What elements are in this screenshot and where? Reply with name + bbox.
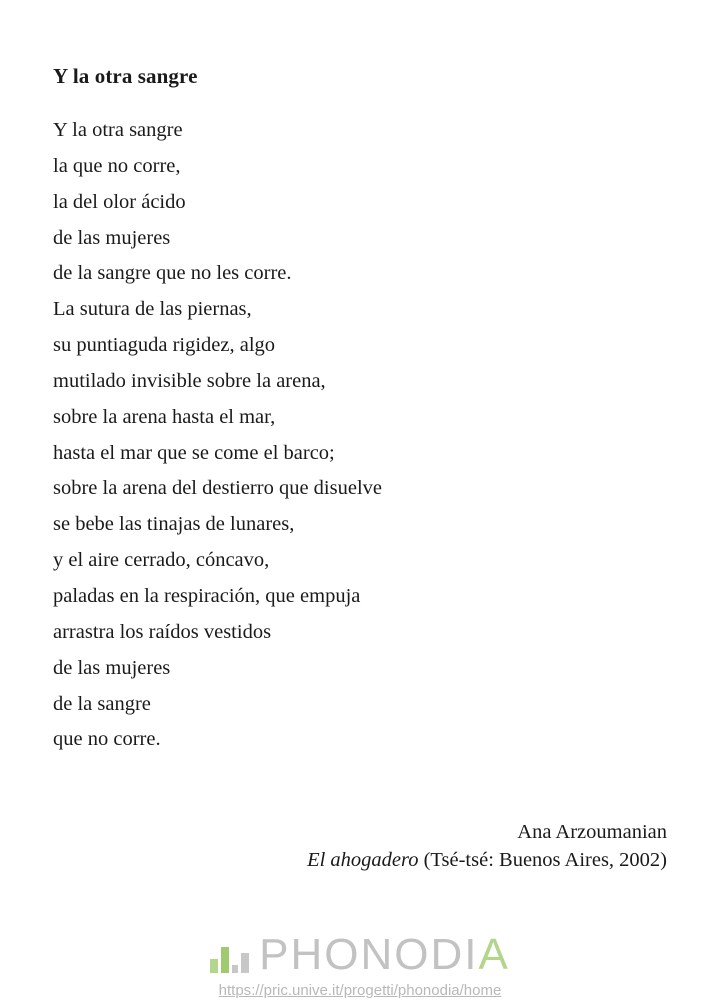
poem-line: de la sangre (53, 692, 151, 715)
phonodia-logo (0, 930, 720, 980)
logo-text-accent: A (478, 930, 510, 979)
bar-chart-logo-icon (210, 937, 249, 975)
poem-line: Y la otra sangre (53, 119, 183, 141)
poem-line: la del olor ácido (53, 190, 186, 213)
author-name: Ana Arzoumanian (517, 821, 667, 843)
poem-attribution (307, 818, 667, 874)
publication-details: (Tsé-tsé: Buenos Aires, 2002) (423, 849, 667, 871)
poem-title: Y la otra sangre (53, 64, 198, 88)
poem-line: mutilado invisible sobre la arena, (53, 369, 326, 392)
poem-line: sobre la arena hasta el mar, (53, 405, 276, 428)
book-title: El ahogadero (307, 849, 419, 871)
poem-line: arrastra los raídos vestidos (53, 620, 272, 643)
poem-line: hasta el mar que se come el barco; (53, 441, 335, 464)
logo-wordmark (259, 930, 510, 979)
poem-line: su puntiaguda rigidez, algo (53, 334, 276, 357)
poem-line: que no corre. (53, 728, 161, 751)
publication-info (307, 846, 667, 874)
logo-text-main: PHONODI (259, 930, 479, 979)
poem-line: de las mujeres (53, 226, 171, 249)
poem-body (53, 113, 382, 758)
poem-line: la que no corre, (53, 154, 181, 177)
poem-line: de la sangre que no les corre. (53, 262, 292, 285)
poem-line: y el aire cerrado, cóncavo, (53, 549, 270, 572)
poem-line: se bebe las tinajas de lunares, (53, 513, 295, 536)
poem-line: paladas en la respiración, que empuja (53, 584, 361, 607)
poem-line: sobre la arena del destierro que disuelve (53, 477, 383, 500)
project-url-link[interactable]: https://pric.unive.it/progetti/phonodia/home (218, 982, 502, 999)
poem-line: La sutura de las piernas, (53, 298, 252, 321)
poem-line: de las mujeres (53, 656, 171, 679)
